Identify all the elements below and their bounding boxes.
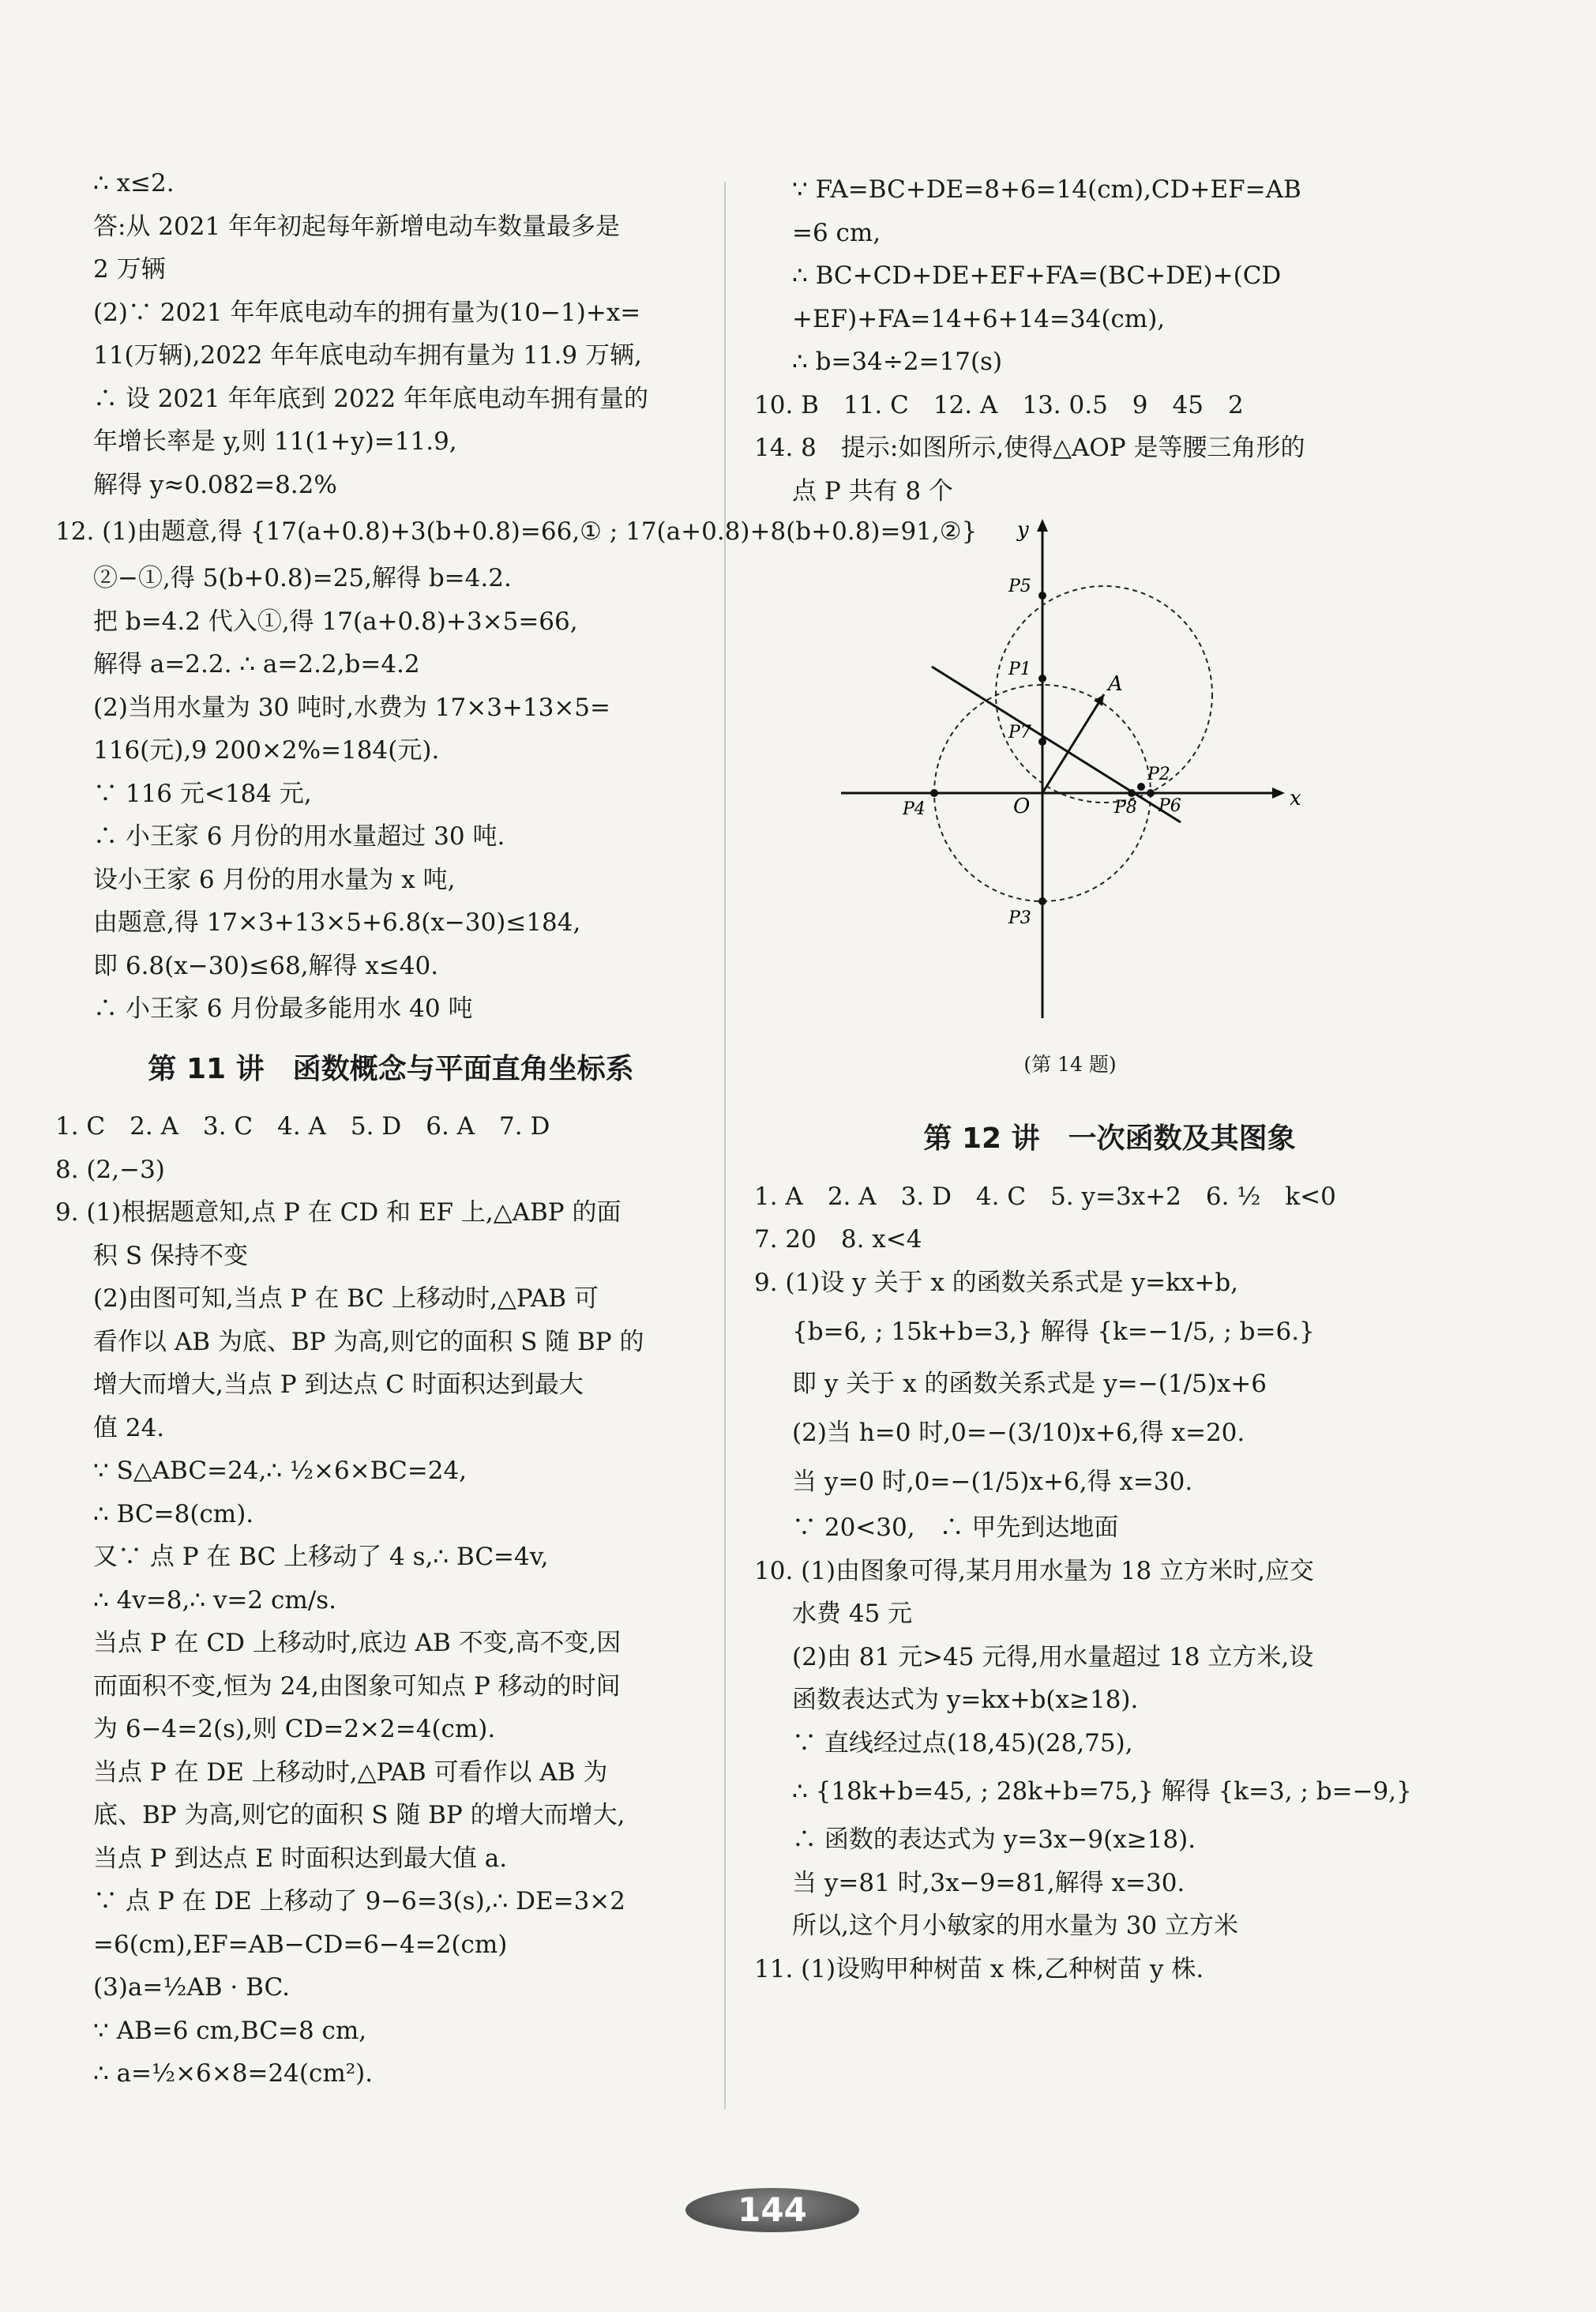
text-line: 底、BP 为高,则它的面积 S 随 BP 的增大而增大, <box>93 1801 625 1829</box>
point-p7 <box>1038 738 1046 746</box>
text-line: 所以,这个月小敏家的用水量为 30 立方米 <box>792 1912 1239 1940</box>
text-line: 当 y=81 时,3x−9=81,解得 x=30. <box>792 1868 1185 1897</box>
point-p5 <box>1038 592 1046 600</box>
x-axis-arrow-icon <box>1272 788 1285 799</box>
text-line: ∴ BC+CD+DE+EF+FA=(BC+DE)+(CD <box>792 261 1282 290</box>
point-p1 <box>1038 675 1046 682</box>
text-line: 即 y 关于 x 的函数关系式是 y=−(1/5)x+6 <box>792 1370 1267 1398</box>
text-line: ∴ b=34÷2=17(s) <box>792 348 1003 376</box>
origin-label: O <box>1013 795 1031 818</box>
text-line: 把 b=4.2 代入①,得 17(a+0.8)+3×5=66, <box>93 607 578 636</box>
point-p1-label: P1 <box>1008 660 1031 679</box>
answer-line: 8. (2,−3) <box>55 1155 165 1184</box>
text-line: 设小王家 6 月份的用水量为 x 吨, <box>93 865 456 894</box>
equation-system-line: ∴ {18k+b=45, ; 28k+b=75,} 解得 {k=3, ; b=−9,} <box>792 1777 1412 1806</box>
text-line: ∵ S△ABC=24,∴ ½×6×BC=24, <box>93 1457 468 1485</box>
text-line: 解得 y≈0.082=8.2% <box>93 470 337 499</box>
equation-system-line: {b=6, ; 15k+b=3,} 解得 {k=−1/5, ; b=6.} <box>792 1318 1315 1346</box>
text-line: 点 P 共有 8 个 <box>792 476 953 506</box>
text-line: 为 6−4=2(s),则 CD=2×2=4(cm). <box>93 1715 496 1743</box>
text-line: 而面积不变,恒为 24,由图象可知点 P 移动的时间 <box>93 1671 621 1701</box>
text-line: 116(元),9 200×2%=184(元). <box>93 736 440 765</box>
point-p8-label: P8 <box>1114 798 1137 818</box>
text-line: =6 cm, <box>792 218 881 247</box>
text-line: 解得 a=2.2. ∴ a=2.2,b=4.2 <box>93 650 420 679</box>
text-line: =6(cm),EF=AB−CD=6−4=2(cm) <box>93 1930 508 1959</box>
text-line: 14. 8 提示:如图所示,使得△AOP 是等腰三角形的 <box>754 434 1305 462</box>
text-line: (2)∵ 2021 年年底电动车的拥有量为(10−1)+x= <box>93 298 641 327</box>
text-line: ∴ 设 2021 年年底到 2022 年年底电动车拥有量的 <box>93 384 649 413</box>
text-line: 又∵ 点 P 在 BC 上移动了 4 s,∴ BC=4v, <box>93 1543 549 1571</box>
point-p4-label: P4 <box>903 799 926 819</box>
text-line: ∴ BC=8(cm). <box>93 1499 254 1528</box>
equation-system-line: 12. (1)由题意,得 {17(a+0.8)+3(b+0.8)=66,① ; 17(a+0.8)+8(b+0.8)=91,②} <box>55 517 978 546</box>
figure-caption: (第 14 题) <box>1023 1052 1117 1076</box>
text-line: ∴ 4v=8,∴ v=2 cm/s. <box>93 1585 336 1615</box>
point-p2 <box>1137 783 1145 791</box>
point-p6 <box>1147 789 1155 797</box>
text-line: 水费 45 元 <box>792 1600 913 1628</box>
point-p7-label: P7 <box>1008 723 1031 742</box>
text-line: ∵ 点 P 在 DE 上移动了 9−6=3(s),∴ DE=3×2 <box>93 1887 625 1915</box>
text-line: ∵ 116 元<184 元, <box>93 779 312 808</box>
text-line: 当点 P 到达点 E 时面积达到最大值 a. <box>93 1844 508 1873</box>
coordinate-figure <box>833 513 1307 1086</box>
text-line: 积 S 保持不变 <box>93 1241 248 1270</box>
y-axis-arrow-icon <box>1037 519 1048 532</box>
point-p3-label: P3 <box>1008 908 1031 928</box>
text-line: 10. (1)由图象可得,某月用水量为 18 立方米时,应交 <box>754 1556 1314 1585</box>
text-line: 增大而增大,当点 P 到达点 C 时面积达到最大 <box>93 1370 584 1399</box>
text-line: 当 y=0 时,0=−(1/5)x+6,得 x=30. <box>792 1468 1193 1496</box>
point-p6-label: P6 <box>1159 796 1181 816</box>
text-line: 当点 P 在 CD 上移动时,底边 AB 不变,高不变,因 <box>93 1629 622 1657</box>
text-line: ∵ 20<30, ∴ 甲先到达地面 <box>792 1513 1119 1542</box>
text-line: (2)由 81 元>45 元得,用水量超过 18 立方米,设 <box>792 1642 1314 1671</box>
point-p5-label: P5 <box>1008 577 1031 596</box>
text-line: +EF)+FA=14+6+14=34(cm), <box>792 304 1166 333</box>
text-line: 函数表达式为 y=kx+b(x≥18). <box>792 1686 1139 1714</box>
text-line: 由题意,得 17×3+13×5+6.8(x−30)≤184, <box>93 908 581 937</box>
text-line: 值 24. <box>93 1413 165 1442</box>
segment-oa <box>1042 694 1104 793</box>
text-line: ∴ a=½×6×8=24(cm²). <box>93 2059 374 2088</box>
text-line: 9. (1)根据题意知,点 P 在 CD 和 EF 上,△ABP 的面 <box>55 1198 622 1227</box>
text-line: 11(万辆),2022 年年底电动车拥有量为 11.9 万辆, <box>93 341 642 370</box>
text-line: (2)由图可知,当点 P 在 BC 上移动时,△PAB 可 <box>93 1284 599 1313</box>
figure-14-diagram <box>833 513 1307 1034</box>
point-a-label: A <box>1108 672 1123 696</box>
y-axis-label: y <box>1017 518 1029 542</box>
text-line: ∵ AB=6 cm,BC=8 cm, <box>93 2016 367 2045</box>
page-number: 144 <box>685 2188 859 2232</box>
text-line: (3)a=½AB · BC. <box>93 1973 290 2002</box>
text-line: 看作以 AB 为底、BP 为高,则它的面积 S 随 BP 的 <box>93 1327 644 1356</box>
point-p8 <box>1128 789 1136 797</box>
text-line: ②−①,得 5(b+0.8)=25,解得 b=4.2. <box>93 564 512 592</box>
text-line: 即 6.8(x−30)≤68,解得 x≤40. <box>93 951 439 980</box>
text-line: ∴ 小王家 6 月份最多能用水 40 吨 <box>93 994 473 1023</box>
section-title-lesson-11: 第 11 讲 函数概念与平面直角坐标系 <box>148 1052 634 1085</box>
text-line: ∴ 小王家 6 月份的用水量超过 30 吨. <box>93 822 505 851</box>
text-line: ∵ 直线经过点(18,45)(28,75), <box>792 1728 1133 1757</box>
text-line: 年增长率是 y,则 11(1+y)=11.9, <box>93 427 457 456</box>
point-p4 <box>930 789 938 797</box>
text-line: (2)当用水量为 30 吨时,水费为 17×3+13×5= <box>93 693 611 722</box>
x-axis-label: x <box>1290 787 1301 810</box>
text-line: ∵ FA=BC+DE=8+6=14(cm),CD+EF=AB <box>792 175 1301 204</box>
answer-line: 1. C 2. A 3. C 4. A 5. D 6. A 7. D <box>55 1112 550 1141</box>
text-line: 2 万辆 <box>93 255 166 284</box>
answer-line: 10. B 11. C 12. A 13. 0.5 9 45 2 <box>754 390 1244 419</box>
text-line: 9. (1)设 y 关于 x 的函数关系式是 y=kx+b, <box>754 1268 1239 1297</box>
answer-line: 1. A 2. A 3. D 4. C 5. y=3x+2 6. ½ k<0 <box>754 1182 1336 1211</box>
section-title-lesson-12: 第 12 讲 一次函数及其图象 <box>923 1122 1296 1155</box>
perpendicular-bisector <box>932 667 1181 822</box>
answer-line: 7. 20 8. x<4 <box>754 1225 922 1254</box>
text-line: (2)当 h=0 时,0=−(3/10)x+6,得 x=20. <box>792 1419 1245 1447</box>
text-line: ∴ x≤2. <box>93 169 175 197</box>
text-line: ∴ 函数的表达式为 y=3x−9(x≥18). <box>792 1825 1196 1854</box>
text-line: 答:从 2021 年年初起每年新增电动车数量最多是 <box>93 212 621 241</box>
text-line: 当点 P 在 DE 上移动时,△PAB 可看作以 AB 为 <box>93 1757 608 1787</box>
point-p2-label: P2 <box>1147 765 1170 784</box>
point-p3 <box>1038 897 1046 905</box>
right-column <box>754 168 1465 1991</box>
text-line: 11. (1)设购甲种树苗 x 株,乙种树苗 y 株. <box>754 1954 1204 1983</box>
